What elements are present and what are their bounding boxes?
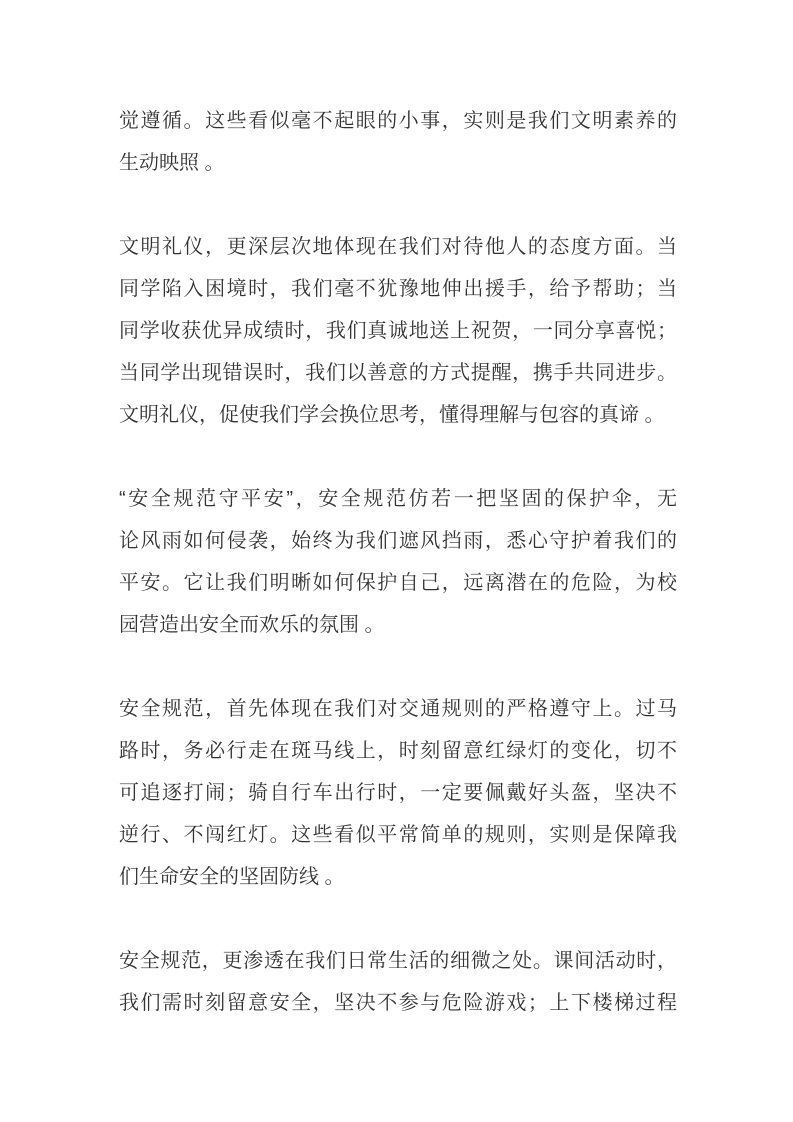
paragraph: [119, 940, 677, 1024]
text-line: 逆行、不闯红灯。这些看似平常简单的规则，实则是保障我: [119, 824, 677, 846]
text-line: “安全规范守平安”，安全规范仿若一把坚固的保护伞，无: [119, 488, 677, 510]
text-line: 园营造出安全而欢乐的氛围 。: [119, 614, 385, 636]
text-line: 同学收获优异成绩时，我们真诚地送上祝贺，一同分享喜悦；: [119, 320, 677, 342]
text-line: 当同学出现错误时，我们以善意的方式提醒，携手共同进步。: [119, 362, 677, 384]
text-line: 平安。它让我们明晰如何保护自己，远离潜在的危险，为校: [119, 572, 677, 594]
text-line: 文明礼仪，促使我们学会换位思考，懂得理解与包容的真谛 。: [119, 404, 665, 426]
text-line: 路时，务必行走在斑马线上，时刻留意红绿灯的变化，切不: [119, 740, 677, 762]
text-line: 可追逐打闹；骑自行车出行时，一定要佩戴好头盔，坚决不: [119, 782, 677, 804]
text-line: 同学陷入困境时，我们毫不犹豫地伸出援手，给予帮助；当: [119, 278, 677, 300]
text-line: 安全规范，更渗透在我们日常生活的细微之处。课间活动时，: [119, 950, 677, 972]
paragraph: [119, 100, 677, 184]
text-line: 文明礼仪，更深层次地体现在我们对待他人的态度方面。当: [119, 236, 677, 258]
text-line: 安全规范，首先体现在我们对交通规则的严格遵守上。过马: [119, 698, 677, 720]
text-line: 觉遵循。这些看似毫不起眼的小事，实则是我们文明素养的: [119, 110, 677, 132]
text-line: 们生命安全的坚固防线 。: [119, 866, 345, 888]
text-line: 论风雨如何侵袭，始终为我们遮风挡雨，悉心守护着我们的: [119, 530, 677, 552]
paragraph: [119, 688, 677, 898]
paragraph: [119, 226, 677, 436]
paragraph: [119, 478, 677, 646]
text-line: 生动映照 。: [119, 152, 225, 174]
text-line: 我们需时刻留意安全，坚决不参与危险游戏；上下楼梯过程: [119, 992, 677, 1014]
